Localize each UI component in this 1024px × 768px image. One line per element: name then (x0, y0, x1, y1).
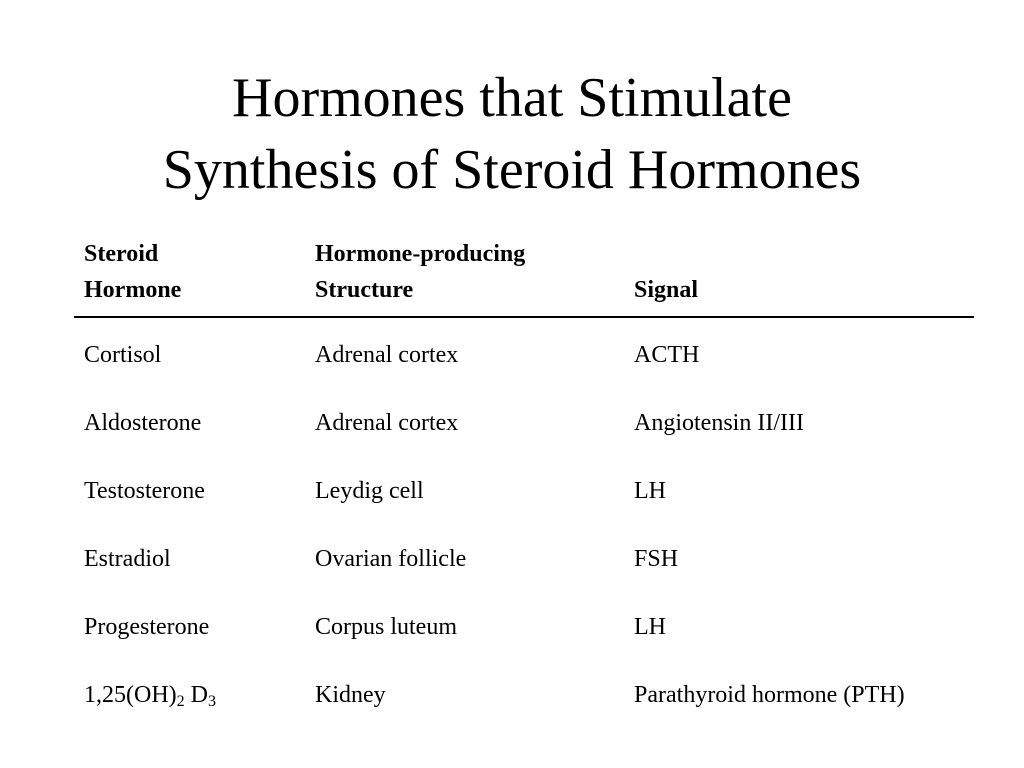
header-structure-line-2: Structure (315, 277, 414, 303)
header-divider (74, 316, 974, 318)
hormone-formula-subscript-1: 2 (176, 693, 185, 710)
cell-signal: LH (634, 478, 666, 504)
header-steroid-hormone-line-1: Steroid (84, 241, 159, 267)
slide-title-line-2: Synthesis of Steroid Hormones (162, 139, 862, 201)
slide-title (0, 62, 1024, 206)
cell-hormone: Estradiol (84, 546, 171, 572)
hormone-formula-mid: D (184, 682, 208, 708)
cell-structure: Adrenal cortex (315, 342, 459, 368)
cell-hormone: Cortisol (84, 342, 162, 368)
header-structure-line-1: Hormone-producing (315, 241, 526, 267)
cell-signal: FSH (634, 546, 679, 572)
header-steroid-hormone (84, 236, 181, 308)
cell-hormone: Testosterone (84, 478, 205, 504)
cell-hormone: Progesterone (84, 614, 210, 640)
cell-structure: Adrenal cortex (315, 410, 459, 436)
cell-signal: Parathyroid hormone (PTH) (634, 682, 905, 708)
header-signal-line-1 (634, 236, 698, 272)
header-hormone-producing-structure (315, 236, 525, 308)
cell-signal: Angiotensin II/III (634, 410, 804, 436)
cell-structure: Kidney (315, 682, 386, 708)
cell-signal: LH (634, 614, 666, 640)
hormone-formula-base: 1,25(OH) (84, 682, 177, 708)
cell-hormone (84, 680, 216, 710)
hormone-formula-subscript-2: 3 (208, 693, 216, 710)
header-signal (634, 236, 698, 308)
header-signal-line-2: Signal (634, 277, 699, 303)
header-steroid-hormone-line-2: Hormone (84, 277, 182, 303)
cell-hormone: Aldosterone (84, 410, 202, 436)
slide-title-line-1: Hormones that Stimulate (232, 67, 792, 129)
cell-structure: Ovarian follicle (315, 546, 467, 572)
cell-signal: ACTH (634, 342, 700, 368)
cell-structure: Corpus luteum (315, 614, 457, 640)
cell-structure: Leydig cell (315, 478, 424, 504)
